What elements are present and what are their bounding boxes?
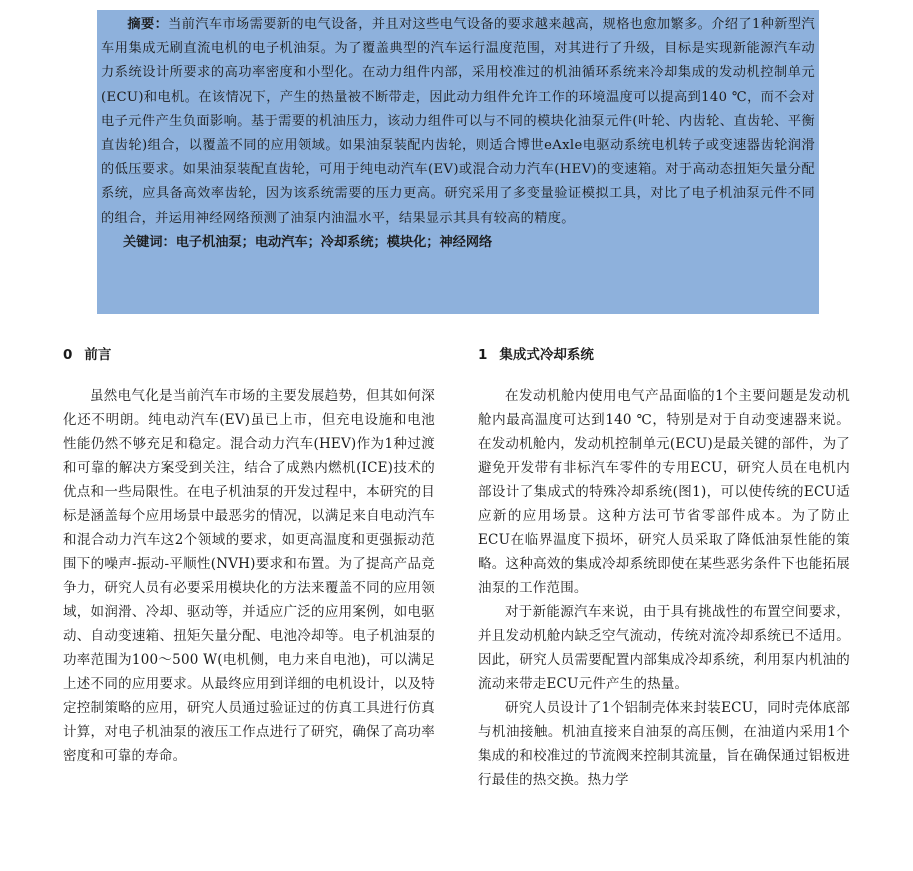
abstract-paragraph [101, 13, 815, 231]
keywords-label: 关键词： [123, 234, 176, 250]
section-number: 0 [63, 347, 73, 363]
section-title: 前言 [84, 347, 112, 363]
section-title: 集成式冷却系统 [499, 347, 594, 363]
body-paragraph: 在发动机舱内使用电气产品面临的1个主要问题是发动机舱内最高温度可达到140 ℃，特别是对于自动变速器来说。在发动机舱内，发动机控制单元(ECU)是最关键的部件，为了避免开发带有非标汽车零件的专用ECU，研究人员在电机内部设计了集成式的特殊冷却系统(图1)，可以使传统的ECU适应新的应用场景。这种方法可节省零部件成本。为了防止ECU在临界温度下损坏，研究人员采取了降低油泵性能的策略。这种高效的集成冷却系统即使在某些恶劣条件下也能拓展油泵的工作范围。 [478, 388, 850, 596]
right-column [478, 345, 850, 792]
abstract-label: 摘要： [127, 17, 169, 32]
left-column [63, 345, 435, 768]
section-heading-preface [63, 345, 435, 365]
abstract-text: 当前汽车市场需要新的电气设备，并且对这些电气设备的要求越来越高，规格也愈加繁多。介绍了1种新型汽车用集成无刷直流电机的电子机油泵。为了覆盖典型的汽车运行温度范围，对其进行了升级，目标是实现新能源汽车动力系统设计所要求的高功率密度和小型化。在动力组件内部，采用校准过的机油循环系统来冷却集成的发动机控制单元(ECU)和电机。在该情况下，产生的热量被不断带走，因此动力组件允许工作的环境温度可以提高到140 ℃，而不会对电子元件产生负面影响。基于需要的机油压力，该动力组件可以与不同的模块化油泵元件(叶轮、内齿轮、直齿轮、平衡直齿轮)组合，以覆盖不同的应用领域。如果油泵装配内齿轮，则适合博世eAxle电驱动系统电机转子或变速器齿轮润滑的低压要求。如果油泵装配直齿轮，可用于纯电动汽车(EV)或混合动力汽车(HEV)的变速箱。对于高动态扭矩矢量分配系统，应具备高效率齿轮，因为该系统需要的压力更高。研究采用了多变量验证模拟工具，对比了电子机油泵元件不同的组合，并运用神经网络预测了油泵内油温水平，结果显示其具有较高的精度。 [101, 17, 815, 226]
keywords-list: 电子机油泵；电动汽车；冷却系统；模块化；神经网络 [175, 234, 493, 250]
keywords-line [101, 231, 815, 255]
abstract-box [97, 10, 819, 314]
body-paragraph: 虽然电气化是当前汽车市场的主要发展趋势，但其如何深化还不明朗。纯电动汽车(EV)虽已上市，但充电设施和电池性能仍然不够充足和稳定。混合动力汽车(HEV)作为1种过渡和可靠的解决方案受到关注，结合了成熟内燃机(ICE)技术的优点和一些局限性。在电子机油泵的开发过程中，本研究的目标是涵盖每个应用场景中最恶劣的情况，以满足来自电动汽车和混合动力汽车这2个领域的要求，如更高温度和更强振动范围下的噪声-振动-平顺性(NVH)要求和布置。为了提高产品竞争力，研究人员有必要采用模块化的方法来覆盖不同的应用领域，如润滑、冷却、驱动等，并适应广泛的应用案例，如电驱动、自动变速箱、扭矩矢量分配、电池冷却等。电子机油泵的功率范围为100～500 W(电机侧，电力来自电池)，可以满足上述不同的应用要求。从最终应用到详细的电机设计，以及特定控制策略的应用，研究人员通过验证过的仿真工具进行仿真计算，对电子机油泵的液压工作点进行了研究，确保了高功率密度和可靠的寿命。 [63, 388, 435, 764]
body-paragraph: 对于新能源汽车来说，由于具有挑战性的布置空间要求，并且发动机舱内缺乏空气流动，传统对流冷却系统已不适用。因此，研究人员需要配置内部集成冷却系统，利用泵内机油的流动来带走ECU元件产生的热量。 [478, 604, 850, 692]
section-heading-cooling [478, 345, 850, 365]
body-paragraph: 研究人员设计了1个铝制壳体来封装ECU，同时壳体底部与机油接触。机油直接来自油泵的高压侧，在油道内采用1个集成的和校准过的节流阀来控制其流量，旨在确保通过铝板进行最佳的热交换。热力学 [478, 700, 850, 788]
section-number: 1 [478, 347, 488, 363]
